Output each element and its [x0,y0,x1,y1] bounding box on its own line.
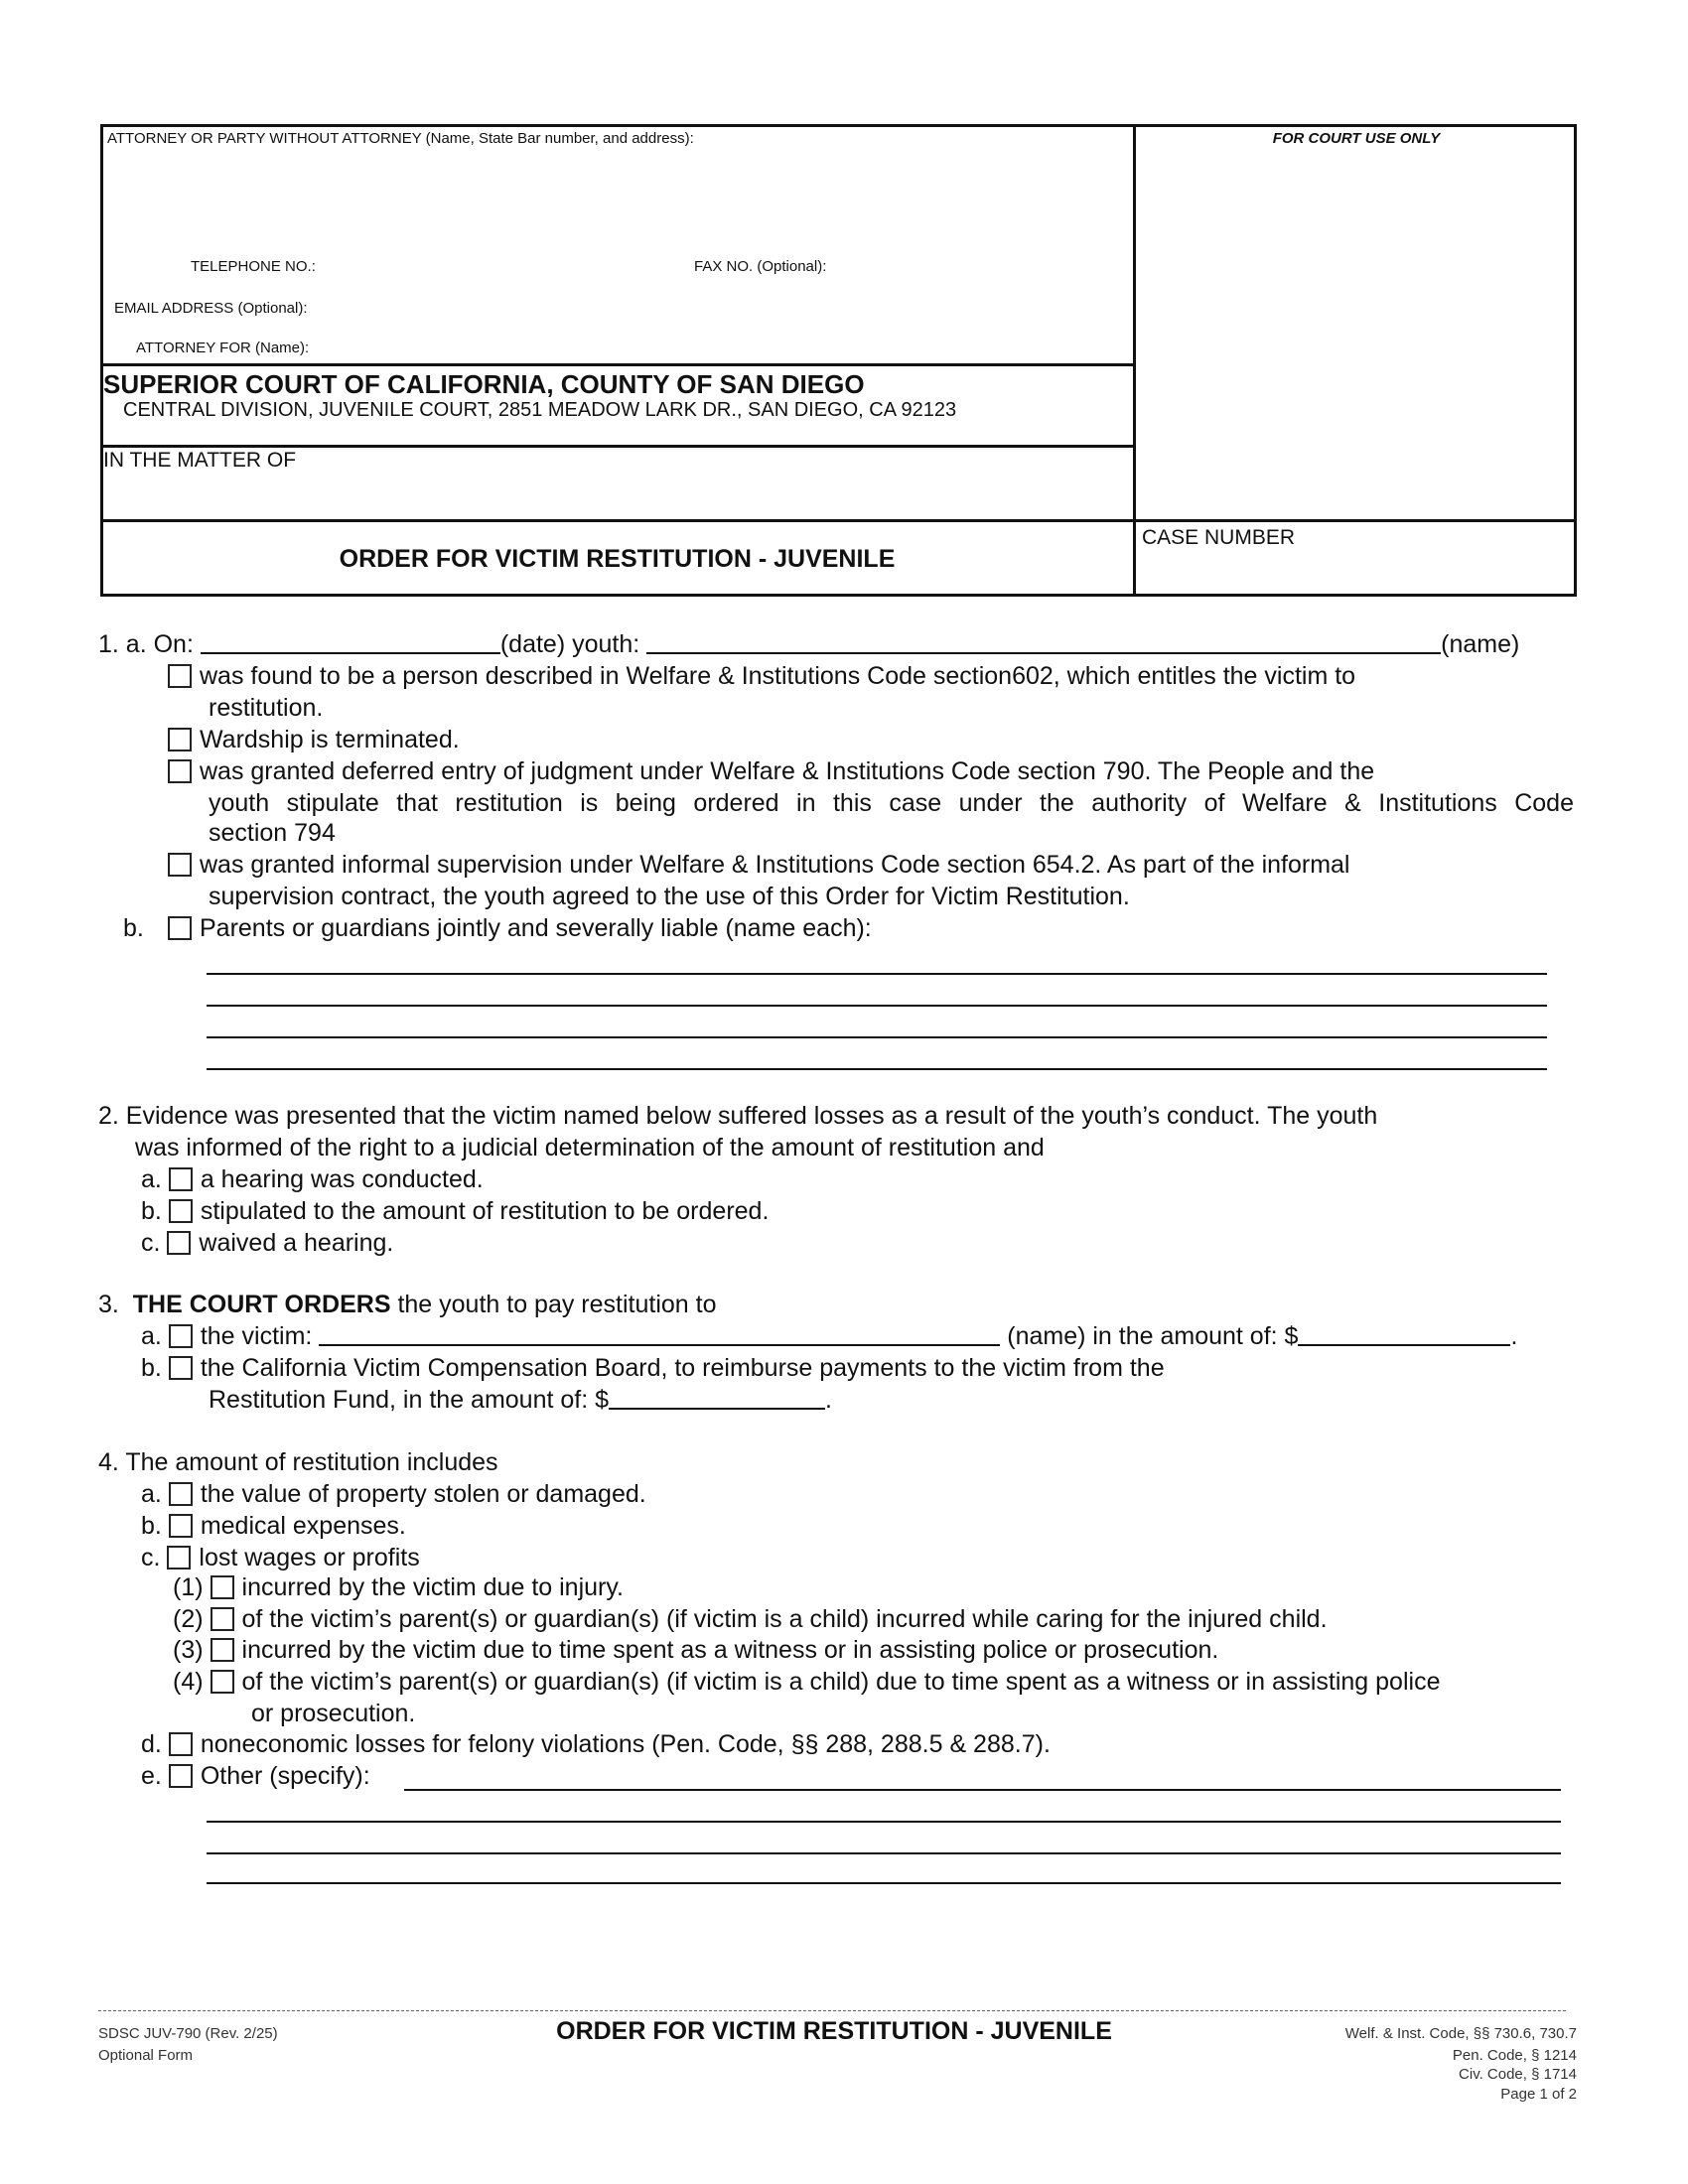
item-label: a. [141,1322,162,1350]
item-label: (4) [173,1668,204,1696]
option-text: lost wages or profits [199,1544,420,1571]
period: . [825,1386,832,1414]
checkbox-compensation-board[interactable] [169,1356,193,1380]
checkbox-hearing-conducted[interactable] [169,1167,193,1191]
option-text: was granted deferred entry of judgment under Welfare & Institutions Code section 790. The People and the [200,757,1375,785]
divider [100,445,1135,448]
item2-text: 2. Evidence was presented that the victim named below suffered losses as a result of the youth’s conduct. The youth [98,1102,1378,1130]
checkbox-victim[interactable] [169,1324,193,1348]
option-text: incurred by the victim due to time spent as a witness or in assisting police or prosecution. [241,1636,1219,1664]
form-title: ORDER FOR VICTIM RESTITUTION - JUVENILE [339,545,896,573]
checkbox-other[interactable] [169,1764,193,1788]
item2-text: was informed of the right to a judicial determination of the amount of restitution and [135,1134,1045,1161]
checkbox-noneconomic[interactable] [169,1732,193,1756]
item1-prefix: 1. a. On: [98,630,194,658]
victim-amount-field[interactable] [1298,1322,1510,1346]
item-label: c. [141,1544,161,1571]
item-label: (3) [173,1636,204,1664]
other-specify-line[interactable] [207,1821,1561,1823]
code-citation: Civ. Code, § 1714 [1459,2066,1577,2083]
divider [100,363,1135,366]
option-text: youth stipulate that restitution is being ordered in this case under the authority of Welfare & Institutions Code [209,789,1574,817]
date-label: (date) youth: [499,630,640,658]
other-specify-line[interactable] [404,1789,1561,1791]
option-text: the value of property stolen or damaged. [200,1480,646,1508]
item-label: (2) [173,1605,204,1633]
matter-label: IN THE MATTER OF [103,449,297,472]
item-label: (1) [173,1573,204,1601]
option-text: Wardship is terminated. [200,726,460,753]
checkbox-lost-wages[interactable] [167,1546,191,1570]
footer-title: ORDER FOR VICTIM RESTITUTION - JUVENILE [556,2017,1112,2045]
code-citation: Pen. Code, § 1214 [1452,2047,1577,2064]
checkbox-waived-hearing[interactable] [167,1231,191,1255]
option-text: section 794 [209,819,336,847]
period: . [1510,1322,1518,1350]
email-label: EMAIL ADDRESS (Optional): [114,300,308,317]
option-text: noneconomic losses for felony violations (Pen. Code, §§ 288, 288.5 & 288.7). [200,1730,1051,1758]
case-number-label: CASE NUMBER [1142,526,1296,549]
option-text: Parents or guardians jointly and severally liable (name each): [200,914,872,942]
item-label: b. [123,914,144,942]
page-number: Page 1 of 2 [1500,2086,1577,2103]
other-specify-line[interactable] [207,1882,1561,1884]
court-name: SUPERIOR COURT OF CALIFORNIA, COUNTY OF SAN DIEGO [103,369,865,399]
telephone-label: TELEPHONE NO.: [191,258,316,275]
checkbox-parents-liable[interactable] [168,916,192,940]
item-label: b. [141,1512,162,1540]
checkbox-wardship-terminated[interactable] [168,728,192,751]
parents-name-line[interactable] [207,1005,1547,1007]
attorney-for-label: ATTORNEY FOR (Name): [136,340,310,356]
court-address: CENTRAL DIVISION, JUVENILE COURT, 2851 MEADOW LARK DR., SAN DIEGO, CA 92123 [123,399,957,421]
checkbox-medical[interactable] [169,1514,193,1538]
option-text: waived a hearing. [199,1229,394,1257]
attorney-label: ATTORNEY OR PARTY WITHOUT ATTORNEY (Name, State Bar number, and address): [107,130,694,147]
option-text: or prosecution. [251,1700,416,1727]
option-text: supervision contract, the youth agreed to the use of this Order for Victim Restitution. [209,883,1130,910]
fax-label: FAX NO. (Optional): [694,258,827,275]
footer-divider [98,2010,1566,2011]
code-citation: Welf. & Inst. Code, §§ 730.6, 730.7 [1344,2025,1577,2042]
item3-text: the youth to pay restitution to [390,1291,717,1318]
parents-name-line[interactable] [207,973,1547,975]
court-use-label: FOR COURT USE ONLY [1272,130,1441,147]
divider [100,519,1577,522]
item1-line [98,629,1519,659]
item4-text: 4. The amount of restitution includes [98,1448,498,1476]
option-text: the victim: [200,1322,313,1350]
option-text: of the victim’s parent(s) or guardian(s) (if victim is a child) incurred while caring for the injured child. [241,1605,1328,1633]
checkbox-c4[interactable] [211,1670,234,1694]
option-text: a hearing was conducted. [200,1165,484,1193]
option-text: Other (specify): [200,1762,370,1790]
victim-name-field[interactable] [319,1322,1000,1346]
checkbox-stipulated[interactable] [169,1199,193,1223]
option-text: incurred by the victim due to injury. [241,1573,624,1601]
form-id: SDSC JUV-790 (Rev. 2/25) [98,2025,278,2042]
checkbox-informal-supervision[interactable] [168,853,192,877]
option-text: the California Victim Compensation Board, to reimburse payments to the victim from the [200,1354,1165,1382]
option-text: stipulated to the amount of restitution to be ordered. [200,1197,770,1225]
checkbox-deferred-entry[interactable] [168,759,192,783]
caption-box [100,124,1577,597]
item-number: 3. [98,1291,119,1318]
youth-name-field[interactable] [646,630,1441,654]
other-specify-line[interactable] [207,1852,1561,1854]
option-text: (name) in the amount of: $ [1000,1322,1299,1350]
checkbox-property[interactable] [169,1482,193,1506]
item-label: b. [141,1354,162,1382]
option-text: medical expenses. [200,1512,406,1540]
item-label: e. [141,1762,162,1790]
court-orders-heading: THE COURT ORDERS [132,1291,391,1318]
item-label: c. [141,1229,161,1257]
option-text: of the victim’s parent(s) or guardian(s) (if victim is a child) due to time spent as a witness or in assisting police [241,1668,1441,1696]
fund-amount-field[interactable] [609,1386,825,1410]
date-field[interactable] [201,630,500,654]
item-label: d. [141,1730,162,1758]
checkbox-c3[interactable] [211,1638,234,1662]
checkbox-c1[interactable] [211,1575,234,1599]
parents-name-line[interactable] [207,1068,1547,1070]
optional-form: Optional Form [98,2047,194,2064]
option-text: Restitution Fund, in the amount of: $ [209,1386,610,1414]
item-label: a. [141,1165,162,1193]
divider [1133,124,1136,597]
name-label: (name) [1441,630,1520,658]
item-label: b. [141,1197,162,1225]
checkbox-602[interactable] [168,664,192,688]
option-text: was granted informal supervision under Welfare & Institutions Code section 654.2. As part of the informal [200,851,1350,879]
parents-name-line[interactable] [207,1036,1547,1038]
item-label: a. [141,1480,162,1508]
option-text: restitution. [209,694,324,722]
option-text: was found to be a person described in Welfare & Institutions Code section602, which entitles the victim to [200,662,1356,690]
checkbox-c2[interactable] [211,1607,234,1631]
